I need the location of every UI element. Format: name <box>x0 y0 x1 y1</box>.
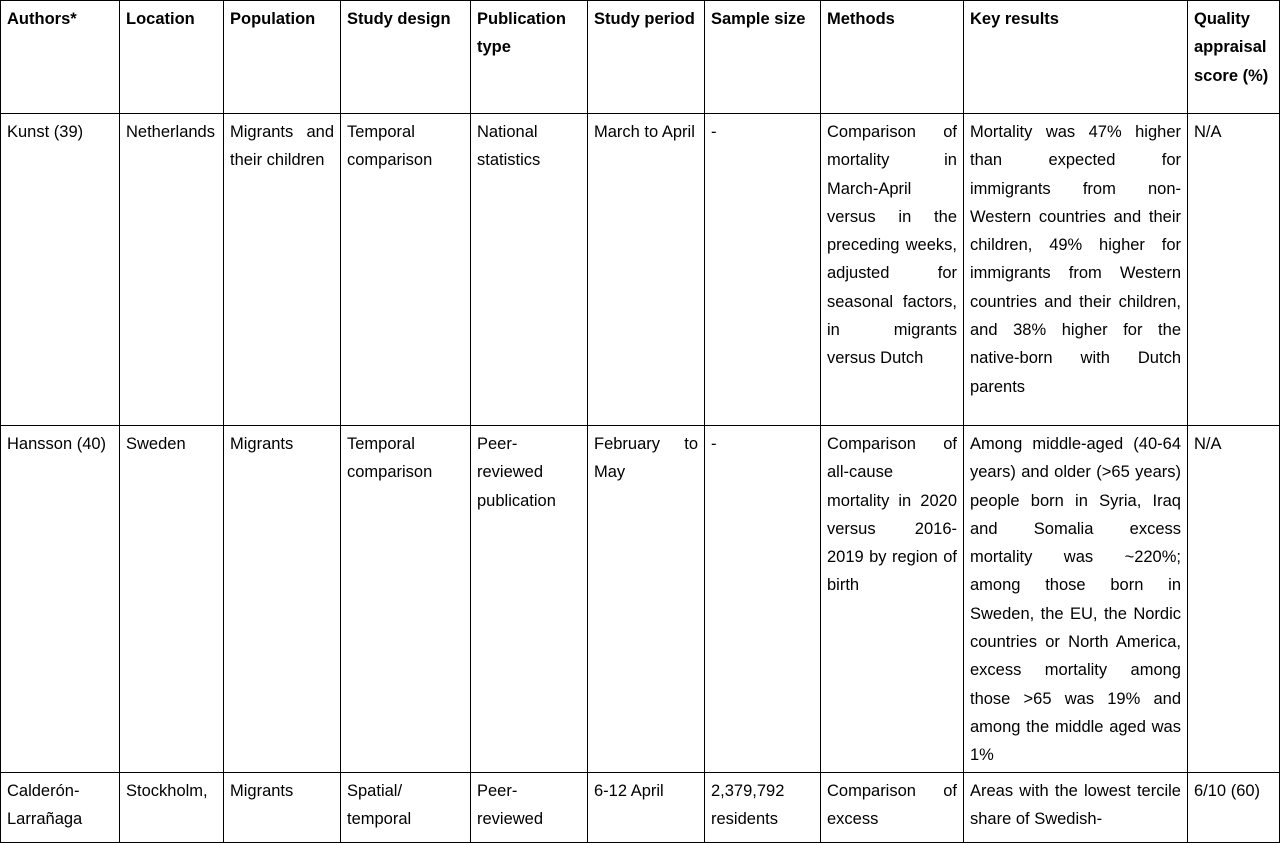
header-population: Population <box>224 1 341 114</box>
table-header-row <box>1 1 1280 114</box>
cell-quality-score: 6/10 (60) <box>1188 772 1280 842</box>
cell-study-design: Temporal comparison <box>341 426 471 773</box>
cell-study-design: Spatial/ temporal <box>341 772 471 842</box>
header-authors: Authors* <box>1 1 120 114</box>
cell-methods: Comparison of all-cause mortality in 2020 versus 2016-2019 by region of birth <box>821 426 964 773</box>
cell-authors: Kunst (39) <box>1 114 120 426</box>
header-location: Location <box>120 1 224 114</box>
header-key-results: Key results <box>964 1 1188 114</box>
cell-methods: Comparison of mortality in March-April versus in the preceding weeks, adjusted for seasonal factors, in migrants versus Dutch <box>821 114 964 426</box>
cell-key-results: Among middle-aged (40-64 years) and older (>65 years) people born in Syria, Iraq and Somalia excess mortality was ~220%; among those born in Sweden, the EU, the Nordic countries or North America, excess mortality among those >65 was 19% and among the middle aged was 1% <box>964 426 1188 773</box>
cell-sample-size: - <box>705 426 821 773</box>
cell-study-design: Temporal comparison <box>341 114 471 426</box>
cell-population: Migrants <box>224 426 341 773</box>
table-row <box>1 114 1280 426</box>
cell-location: Stockholm, <box>120 772 224 842</box>
header-study-period: Study period <box>588 1 705 114</box>
cell-quality-score: N/A <box>1188 426 1280 773</box>
cell-sample-size: 2,379,792 residents <box>705 772 821 842</box>
cell-population: Migrants <box>224 772 341 842</box>
cell-population: Migrants and their children <box>224 114 341 426</box>
header-sample-size: Sample size <box>705 1 821 114</box>
cell-key-results: Mortality was 47% higher than expected for immigrants from non-Western countries and their children, 49% higher for immigrants from Western countries and their children, and 38% higher for the native-born with Dutch parents <box>964 114 1188 426</box>
cell-sample-size: - <box>705 114 821 426</box>
cell-publication-type: Peer-reviewed <box>471 772 588 842</box>
cell-location: Netherlands <box>120 114 224 426</box>
cell-methods: Comparison of excess <box>821 772 964 842</box>
header-study-design: Study design <box>341 1 471 114</box>
table-row <box>1 426 1280 773</box>
header-methods: Methods <box>821 1 964 114</box>
cell-authors: Hansson (40) <box>1 426 120 773</box>
cell-authors: Calderón-Larrañaga <box>1 772 120 842</box>
cell-location: Sweden <box>120 426 224 773</box>
cell-study-period: 6-12 April <box>588 772 705 842</box>
cell-quality-score: N/A <box>1188 114 1280 426</box>
header-quality-score: Quality appraisal score (%) <box>1188 1 1280 114</box>
header-publication-type: Publication type <box>471 1 588 114</box>
table-row <box>1 772 1280 842</box>
cell-study-period: March to April <box>588 114 705 426</box>
cell-study-period: February to May <box>588 426 705 773</box>
cell-publication-type: National statistics <box>471 114 588 426</box>
cell-publication-type: Peer-reviewed publication <box>471 426 588 773</box>
cell-key-results: Areas with the lowest tercile share of Swedish- <box>964 772 1188 842</box>
